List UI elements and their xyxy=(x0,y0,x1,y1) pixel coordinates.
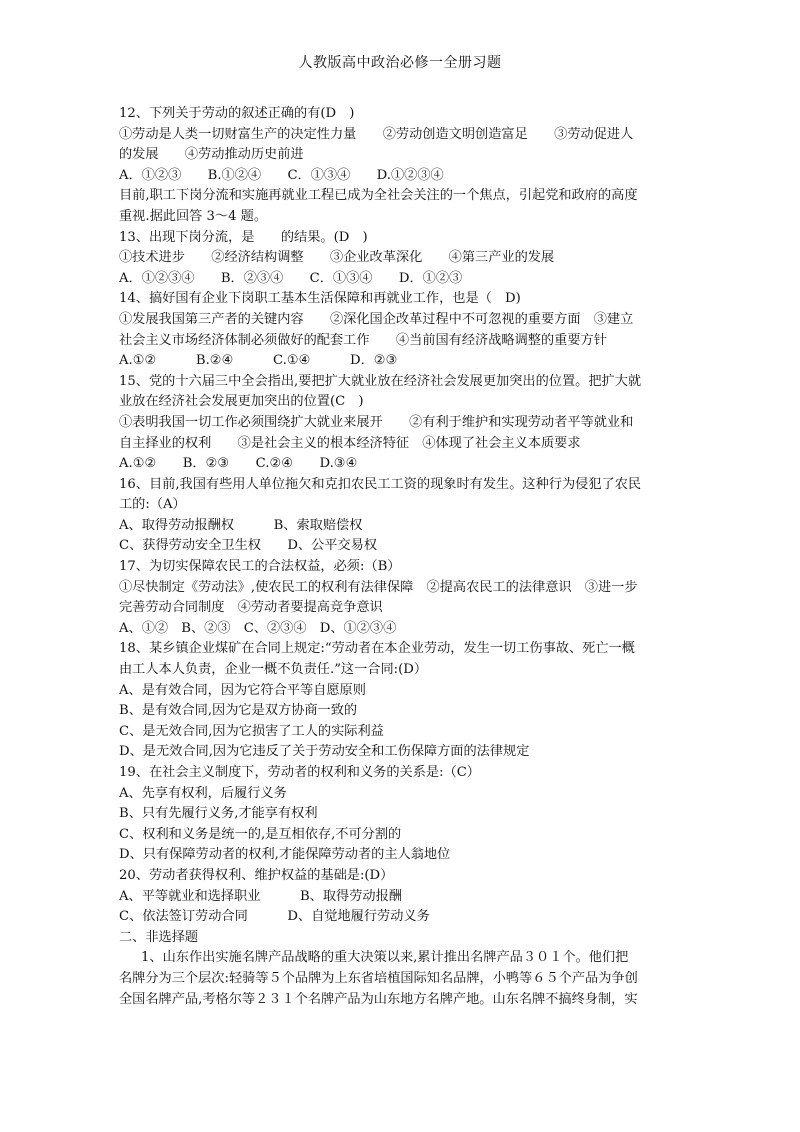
text-line: A.①② B．②③ C.②④ D.③④ xyxy=(119,456,358,472)
text-line: 名牌分为三个层次:轻骑等５个品牌为上东省培植国际知名品牌，小鸭等６５个产品为争创 xyxy=(119,970,638,986)
text-line: B、是有效合同,因为它是双方协商一致的 xyxy=(119,703,358,719)
text-line: 14、搞好国有企业下岗职工基本生活保障和再就业工作，也是（ D) xyxy=(119,291,521,307)
text-line: A、取得劳动报酬权 B、索取赔偿权 xyxy=(119,517,363,533)
text-line: A．①②③ B.①②④ C．①③④ D.①②③④ xyxy=(119,167,444,183)
text-line: 12、下列关于劳动的叙述正确的有(D ) xyxy=(119,106,355,121)
text-line: 目前,职工下岗分流和实施再就业工程已成为全社会关注的一个焦点，引起党和政府的高度 xyxy=(119,188,638,204)
text-line: A、①② B、②③ C、②③④ D、①②③④ xyxy=(119,620,397,636)
text-line: 工的:（A） xyxy=(119,497,186,513)
text-line: A、是有效合同，因为它符合平等自愿原则 xyxy=(119,682,366,698)
text-line: ①表明我国一切工作必须围绕扩大就业来展开 ②有利于维护和实现劳动者平等就业和 xyxy=(119,414,634,430)
text-line: ①尽快制定《劳动法》,使农民工的权利有法律保障 ②提高农民工的法律意识 ③进一步 xyxy=(119,579,638,595)
text-line: 业放在经济社会发展更加突出的位置(C ) xyxy=(119,394,364,410)
text-line: 自主择业的权利 ③是社会主义的根本经济特征 ④体现了社会主义本质要求 xyxy=(119,435,581,451)
text-line: 20、劳动者获得权利、维护权益的基础是:(D） xyxy=(119,867,394,883)
text-line: D、是无效合同,因为它违反了关于劳动安全和工伤保障方面的法律规定 xyxy=(119,744,530,760)
text-line: 17、为切实保障农民工的合法权益，必须:（B） xyxy=(119,559,401,575)
text-line: ①劳动是人类一切财富生产的决定性力量 ②劳动创造文明创造富足 ③劳动促进人 xyxy=(119,126,634,142)
text-line: C、权利和义务是统一的,是互相依存,不可分割的 xyxy=(119,826,402,842)
text-line: C、依法签订劳动合同 D、自觉地履行劳动义务 xyxy=(119,909,430,925)
text-line: B、只有先履行义务,才能享有权利 xyxy=(119,806,318,822)
section-heading: 二、非选择题 xyxy=(119,929,199,945)
text-line: ①发展我国第三产者的关键内容 ②深化国企改革过程中不可忽视的重要方面 ③建立 xyxy=(119,311,634,327)
text-line: 19、在社会主义制度下，劳动者的权利和义务的关系是:（C） xyxy=(119,765,480,780)
text-line: 15、党的十六届三中全会指出,要把扩大就业放在经济社会发展更加突出的位置。把扩大就 xyxy=(119,373,642,389)
text-line: A.①② B.②④ C.①④ D．②③ xyxy=(119,353,398,369)
text-line: 社会主义市场经济体制必须做好的配套工作 ④当前国有经济战略调整的重要方针 xyxy=(119,332,607,348)
text-line: C、是无效合同,因为它损害了工人的实际利益 xyxy=(119,723,384,739)
text-line: 完善劳动合同制度 ④劳动者要提高竞争意识 xyxy=(119,600,383,616)
text-line: 重视.据此回答 3～4 题。 xyxy=(119,208,268,224)
text-line: 18、某乡镇企业煤矿在合同上规定:“劳动者在本企业劳动，发生一切工伤事故、死亡一概 xyxy=(119,641,635,657)
text-line: 由工人本人负责，企业一概不负责任.”这一合同:(D） xyxy=(119,662,428,678)
text-line: A、先享有权利，后履行义务 xyxy=(119,785,287,801)
text-line: 16、目前,我国有些用人单位拖欠和克扣农民工工资的现象时有发生。这种行为侵犯了农民 xyxy=(119,476,642,492)
text-line: D、只有保障劳动者的权利,才能保障劳动者的主人翁地位 xyxy=(119,847,451,863)
text-line: C、获得劳动安全卫生权 D、公平交易权 xyxy=(119,538,378,554)
text-line: ①技术进步 ②经济结构调整 ③企业改革深化 ④第三产业的发展 xyxy=(119,250,555,266)
text-line: 13、出现下岗分流，是 的结果。(D ) xyxy=(119,229,368,245)
text-line: 全国名牌产品,考格尔等２３１个名牌产品为山东地方名牌产地。山东名牌不搞终身制，实 xyxy=(119,991,638,1007)
page-header-title: 人教版高中政治必修一全册习题 xyxy=(298,55,502,71)
text-line: A、平等就业和选择职业 B、取得劳动报酬 xyxy=(119,888,402,904)
document-body xyxy=(119,104,681,1010)
text-line: 的发展 ④劳动推动历史前进 xyxy=(119,147,304,163)
text-line: 1、山东作出实施名牌产品战略的重大决策以来,累计推出名牌产品３０１个。他们把 xyxy=(141,950,629,966)
text-line: A．①②③④ B．②③④ C．①③④ D．①②③ xyxy=(119,270,463,286)
